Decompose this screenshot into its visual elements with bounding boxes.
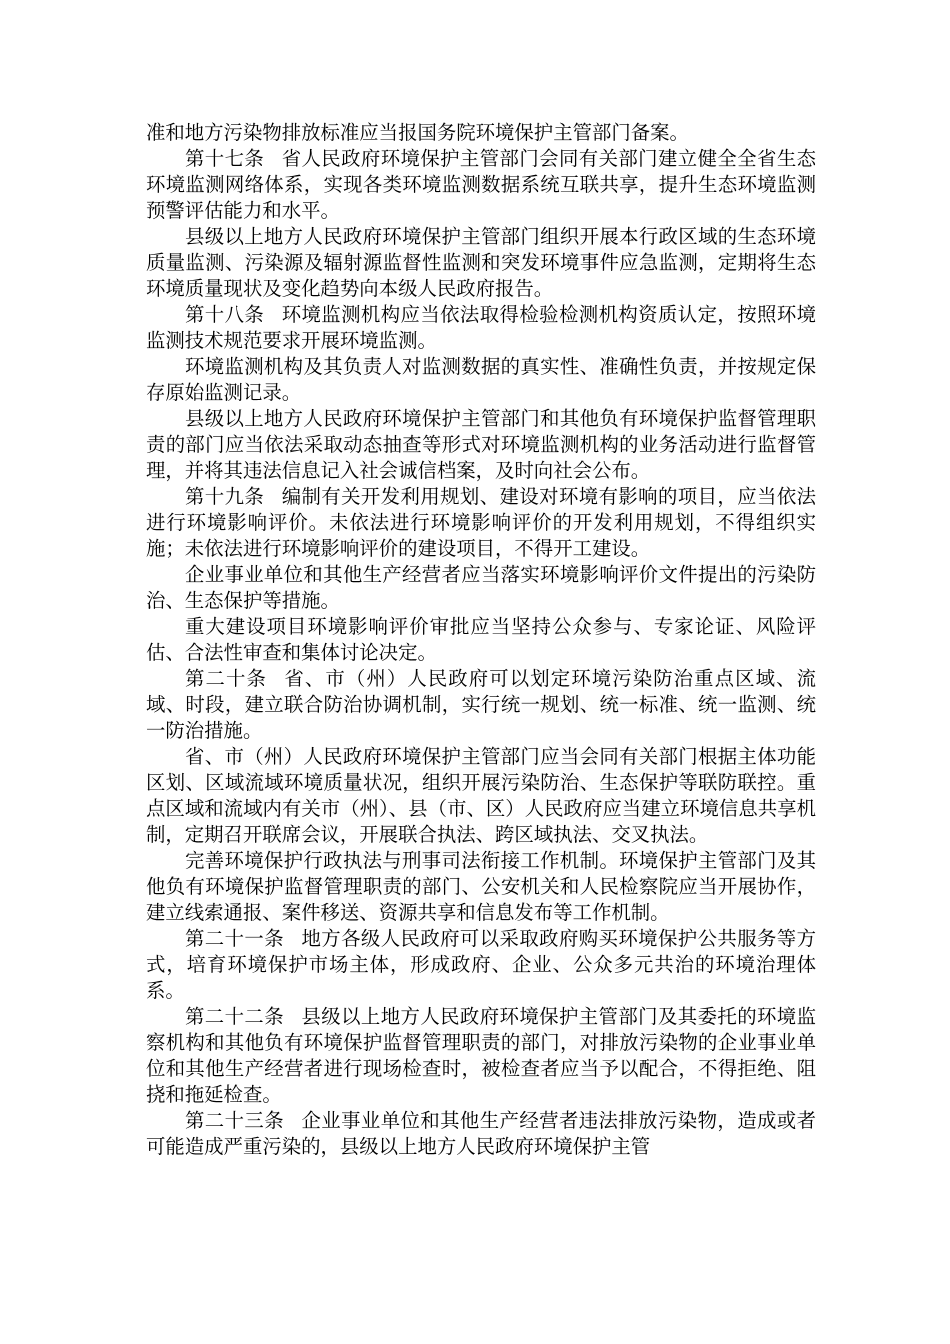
paragraph-12 [146,848,816,926]
article-number: 第二十三条 [185,1109,285,1132]
paragraph-text: 地方各级人民政府可以采取政府购买环境保护公共服务等方式，培育环境保护市场主体，形成政府、企业、公众多元共治的环境治理体系。 [146,927,817,1002]
article-18 [146,302,816,354]
paragraph-text: 县级以上地方人民政府环境保护主管部门及其委托的环境监察机构和其他负有环境保护监督管理职责的部门，对排放污染物的企业事业单位和其他生产经营者进行现场检查时，被检查者应当予以配合，不得拒绝、阻挠和拖延检查。 [146,1005,817,1106]
paragraph-6 [146,406,816,484]
paragraph-text: 省、市（州）人民政府可以划定环境污染防治重点区域、流域、时段，建立联合防治协调机制，实行统一规划、统一标准、统一监测、统一防治措施。 [146,667,816,742]
paragraph-11 [146,744,816,848]
paragraph-text: 编制有关开发利用规划、建设对环境有影响的项目，应当依法进行环境影响评价。未依法进行环境影响评价的开发利用规划，不得组织实施；未依法进行环境影响评价的建设项目，不得开工建设。 [146,485,817,560]
article-number: 第十九条 [185,485,265,508]
paragraph-text: 准和地方污染物排放标准应当报国务院环境保护主管部门备案。 [146,121,689,144]
paragraph-text: 县级以上地方人民政府环境保护主管部门组织开展本行政区域的生态环境质量监测、污染源及辐射源监督性监测和突发环境事件应急监测，定期将生态环境质量现状及变化趋势向本级人民政府报告。 [146,225,816,300]
paragraph-9 [146,614,816,666]
article-number: 第十七条 [185,147,265,170]
paragraph-text: 环境监测机构应当依法取得检验检测机构资质认定，按照环境监测技术规范要求开展环境监测。 [146,303,817,352]
paragraph-text: 企业事业单位和其他生产经营者应当落实环境影响评价文件提出的污染防治、生态保护等措施。 [146,563,816,612]
article-number: 第二十二条 [185,1005,285,1028]
paragraph-3 [146,224,816,302]
paragraph-1 [146,120,816,146]
paragraph-text: 省、市（州）人民政府环境保护主管部门应当会同有关部门根据主体功能区划、区域流域环境质量状况，组织开展污染防治、生态保护等联防联控。重点区域和流域内有关市（州）、县（市、区）人民政府应当建立环境信息共享机制，定期召开联席会议，开展联合执法、跨区域执法、交叉执法。 [146,745,816,846]
paragraph-8 [146,562,816,614]
paragraph-text: 县级以上地方人民政府环境保护主管部门和其他负有环境保护监督管理职责的部门应当依法采取动态抽查等形式对环境监测机构的业务活动进行监督管理，并将其违法信息记入社会诚信档案，及时向社会公布。 [146,407,816,482]
article-23 [146,1108,816,1160]
article-19 [146,484,816,562]
article-number: 第二十条 [185,667,267,690]
article-17 [146,146,816,224]
paragraph-text: 重大建设项目环境影响评价审批应当坚持公众参与、专家论证、风险评估、合法性审查和集体讨论决定。 [146,615,816,664]
article-22 [146,1004,816,1108]
paragraph-text: 完善环境保护行政执法与刑事司法衔接工作机制。环境保护主管部门及其他负有环境保护监督管理职责的部门、公安机关和人民检察院应当开展协作，建立线索通报、案件移送、资源共享和信息发布等工作机制。 [146,849,816,924]
document-page [146,120,816,1160]
paragraph-text: 省人民政府环境保护主管部门会同有关部门建立健全全省生态环境监测网络体系，实现各类环境监测数据系统互联共享，提升生态环境监测预警评估能力和水平。 [146,147,817,222]
paragraph-5 [146,354,816,406]
paragraph-text: 企业事业单位和其他生产经营者违法排放污染物，造成或者可能造成严重污染的，县级以上地方人民政府环境保护主管 [146,1109,817,1158]
paragraph-text: 环境监测机构及其负责人对监测数据的真实性、准确性负责，并按规定保存原始监测记录。 [146,355,816,404]
article-number: 第二十一条 [185,927,285,950]
article-20 [146,666,816,744]
article-number: 第十八条 [185,303,265,326]
article-21 [146,926,816,1004]
